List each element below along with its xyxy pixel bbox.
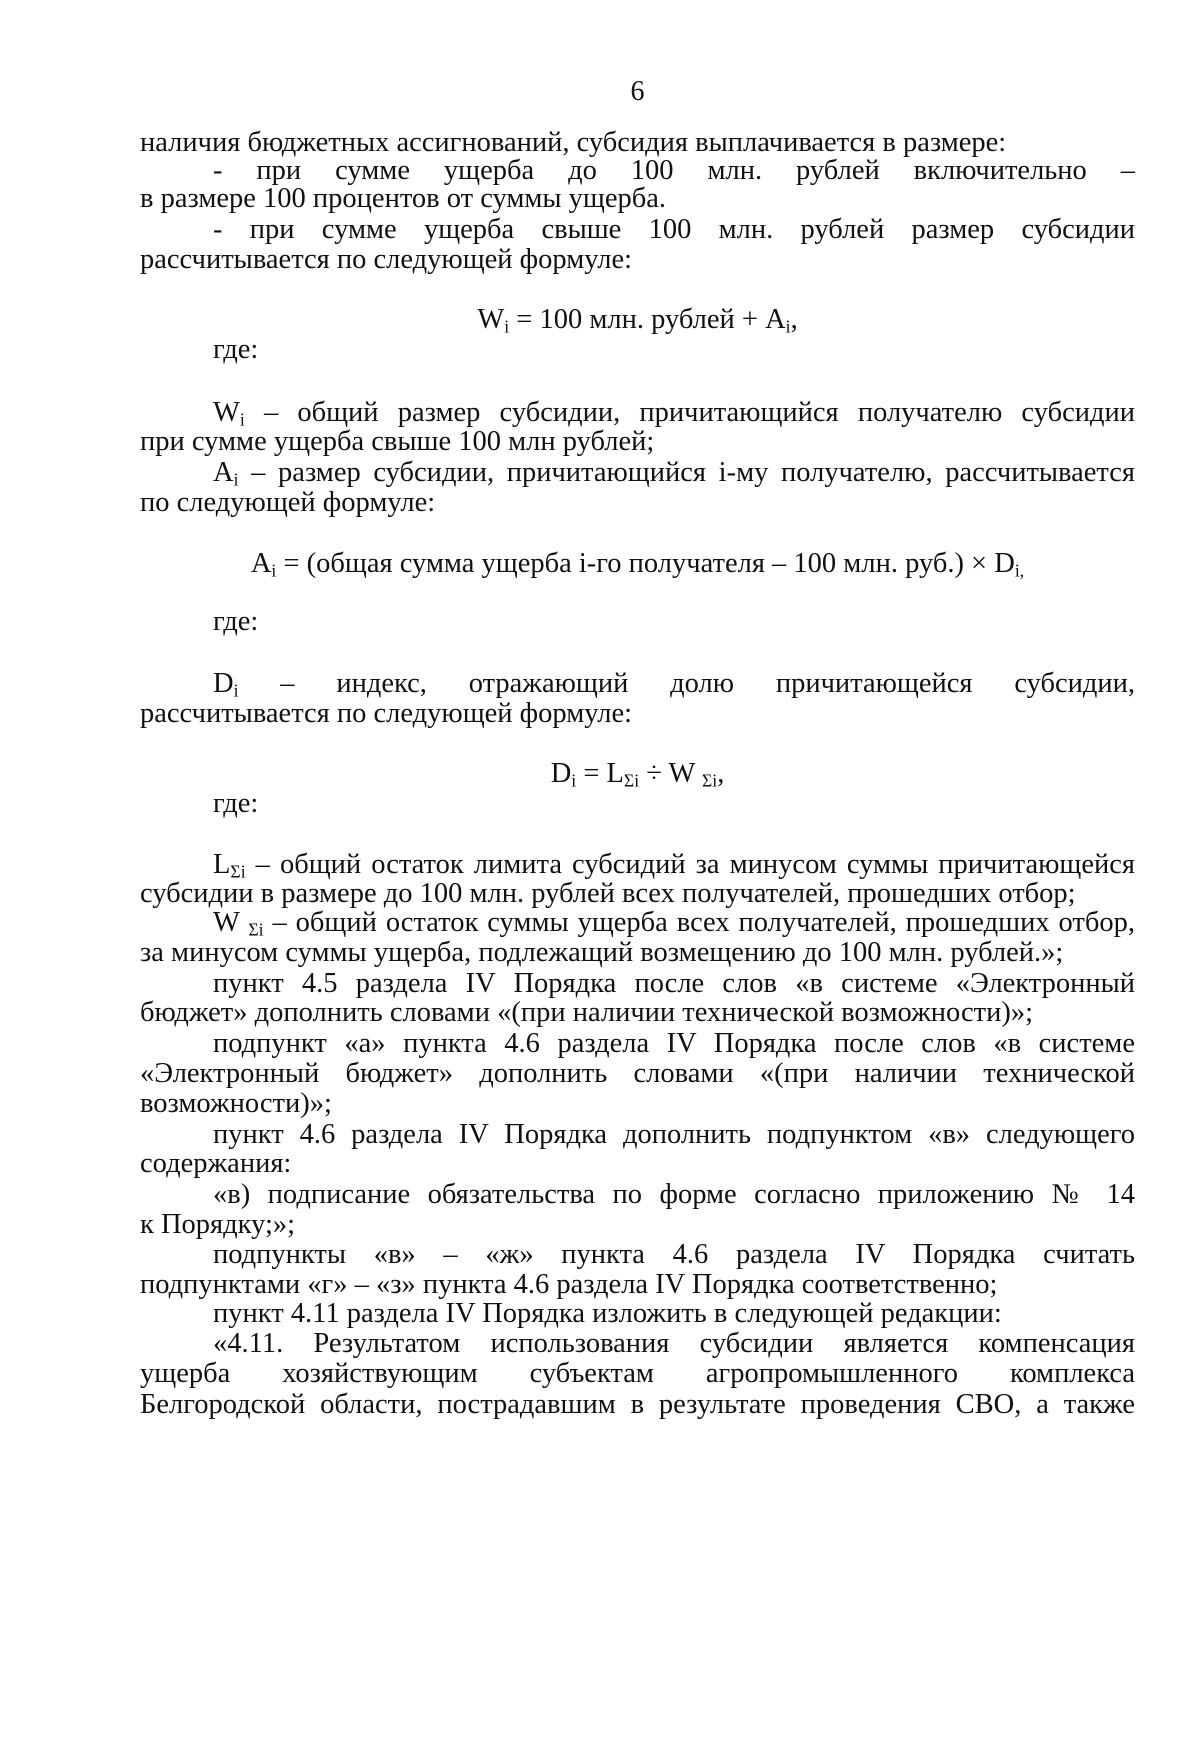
text-line: возможности)»; bbox=[140, 1088, 332, 1119]
text-line: - при сумме ущерба до 100 млн. рублей включительно – bbox=[213, 155, 1135, 186]
text-line: пункт 4.5 раздела IV Порядка после слов «в системе «Электронный bbox=[213, 968, 1135, 999]
text-line: наличия бюджетных ассигнований, субсидия выплачивается в размере: bbox=[140, 127, 1007, 158]
text-line: - при сумме ущерба свыше 100 млн. рублей размер субсидии bbox=[213, 214, 1135, 245]
text-line: подпункт «а» пункта 4.6 раздела IV Порядка после слов «в системе bbox=[213, 1028, 1135, 1059]
formula-d: $D_i = L_{\Sigma i} \div W$ $_{\Sigma i}$, bbox=[550, 758, 725, 791]
text-line: ущерба хозяйствующим субъектам агропромышленного комплекса bbox=[140, 1358, 1135, 1389]
text-line: «4.11. Результатом использования субсидии является компенсация bbox=[213, 1328, 1135, 1359]
text-line: Белгородской области, пострадавшим в результате проведения СВО, а также bbox=[140, 1389, 1135, 1420]
text-line: в размере 100 процентов от суммы ущерба. bbox=[140, 183, 667, 214]
text-line: содержания: bbox=[140, 1148, 292, 1179]
definition-line: $A_i$ – размер субсидии, причитающийся i-му получателю, рассчитывается bbox=[213, 457, 1135, 490]
text-line: при сумме ущерба свыше 100 млн рублей; bbox=[140, 426, 655, 457]
text-line: подпунктами «г» – «з» пункта 4.6 раздела IV Порядка соответственно; bbox=[140, 1269, 998, 1300]
text-line: подпункты «в» – «ж» пункта 4.6 раздела IV Порядка считать bbox=[213, 1239, 1135, 1270]
text-line: где: bbox=[213, 788, 259, 819]
text-line: рассчитывается по следующей формуле: bbox=[140, 698, 633, 729]
text-line: «в) подписание обязательства по форме согласно приложению № 14 bbox=[213, 1179, 1135, 1210]
formula-a: $A_i$ = (общая сумма ущерба i-го получателя – 100 млн. $руб.) \times D_{i,}$ bbox=[250, 548, 1025, 581]
definition-line: $L_{\Sigma i}$ – общий остаток лимита субсидий за минусом суммы причитающейся bbox=[213, 849, 1135, 882]
text-line: где: bbox=[213, 334, 259, 365]
text-line: пункт 4.6 раздела IV Порядка дополнить подпунктом «в» следующего bbox=[213, 1119, 1135, 1150]
text-line: бюджет» дополнить словами «(при наличии технической возможности)»; bbox=[140, 997, 1034, 1028]
definition-line: W $_{\Sigma i}$ – общий остаток суммы ущерба всех получателей, прошедших отбор, bbox=[213, 907, 1135, 940]
text-line: за минусом суммы ущерба, подлежащий возмещению до 100 млн. рублей.»; bbox=[140, 937, 1064, 968]
text-line: где: bbox=[213, 606, 259, 637]
text-line: пункт 4.11 раздела IV Порядка изложить в следующей редакции: bbox=[213, 1298, 1002, 1329]
text-line: «Электронный бюджет» дополнить словами «(при наличии технической bbox=[140, 1058, 1135, 1089]
text-line: рассчитывается по следующей формуле: bbox=[140, 244, 633, 275]
text-line: субсидии в размере до 100 млн. рублей всех получателей, прошедших отбор; bbox=[140, 878, 1076, 909]
text-line: к Порядку;»; bbox=[140, 1209, 296, 1240]
text-line: по следующей формуле: bbox=[140, 487, 436, 518]
formula-w: $W_i = 100$ млн. рублей + $A_i$, bbox=[477, 304, 798, 337]
definition-line: $W_i$ – общий размер субсидии, причитающийся получателю субсидии bbox=[213, 397, 1135, 430]
page-number: 6 bbox=[630, 76, 645, 107]
definition-line: $D_i$ – индекс, отражающий долю причитающейся субсидии, bbox=[213, 668, 1135, 701]
